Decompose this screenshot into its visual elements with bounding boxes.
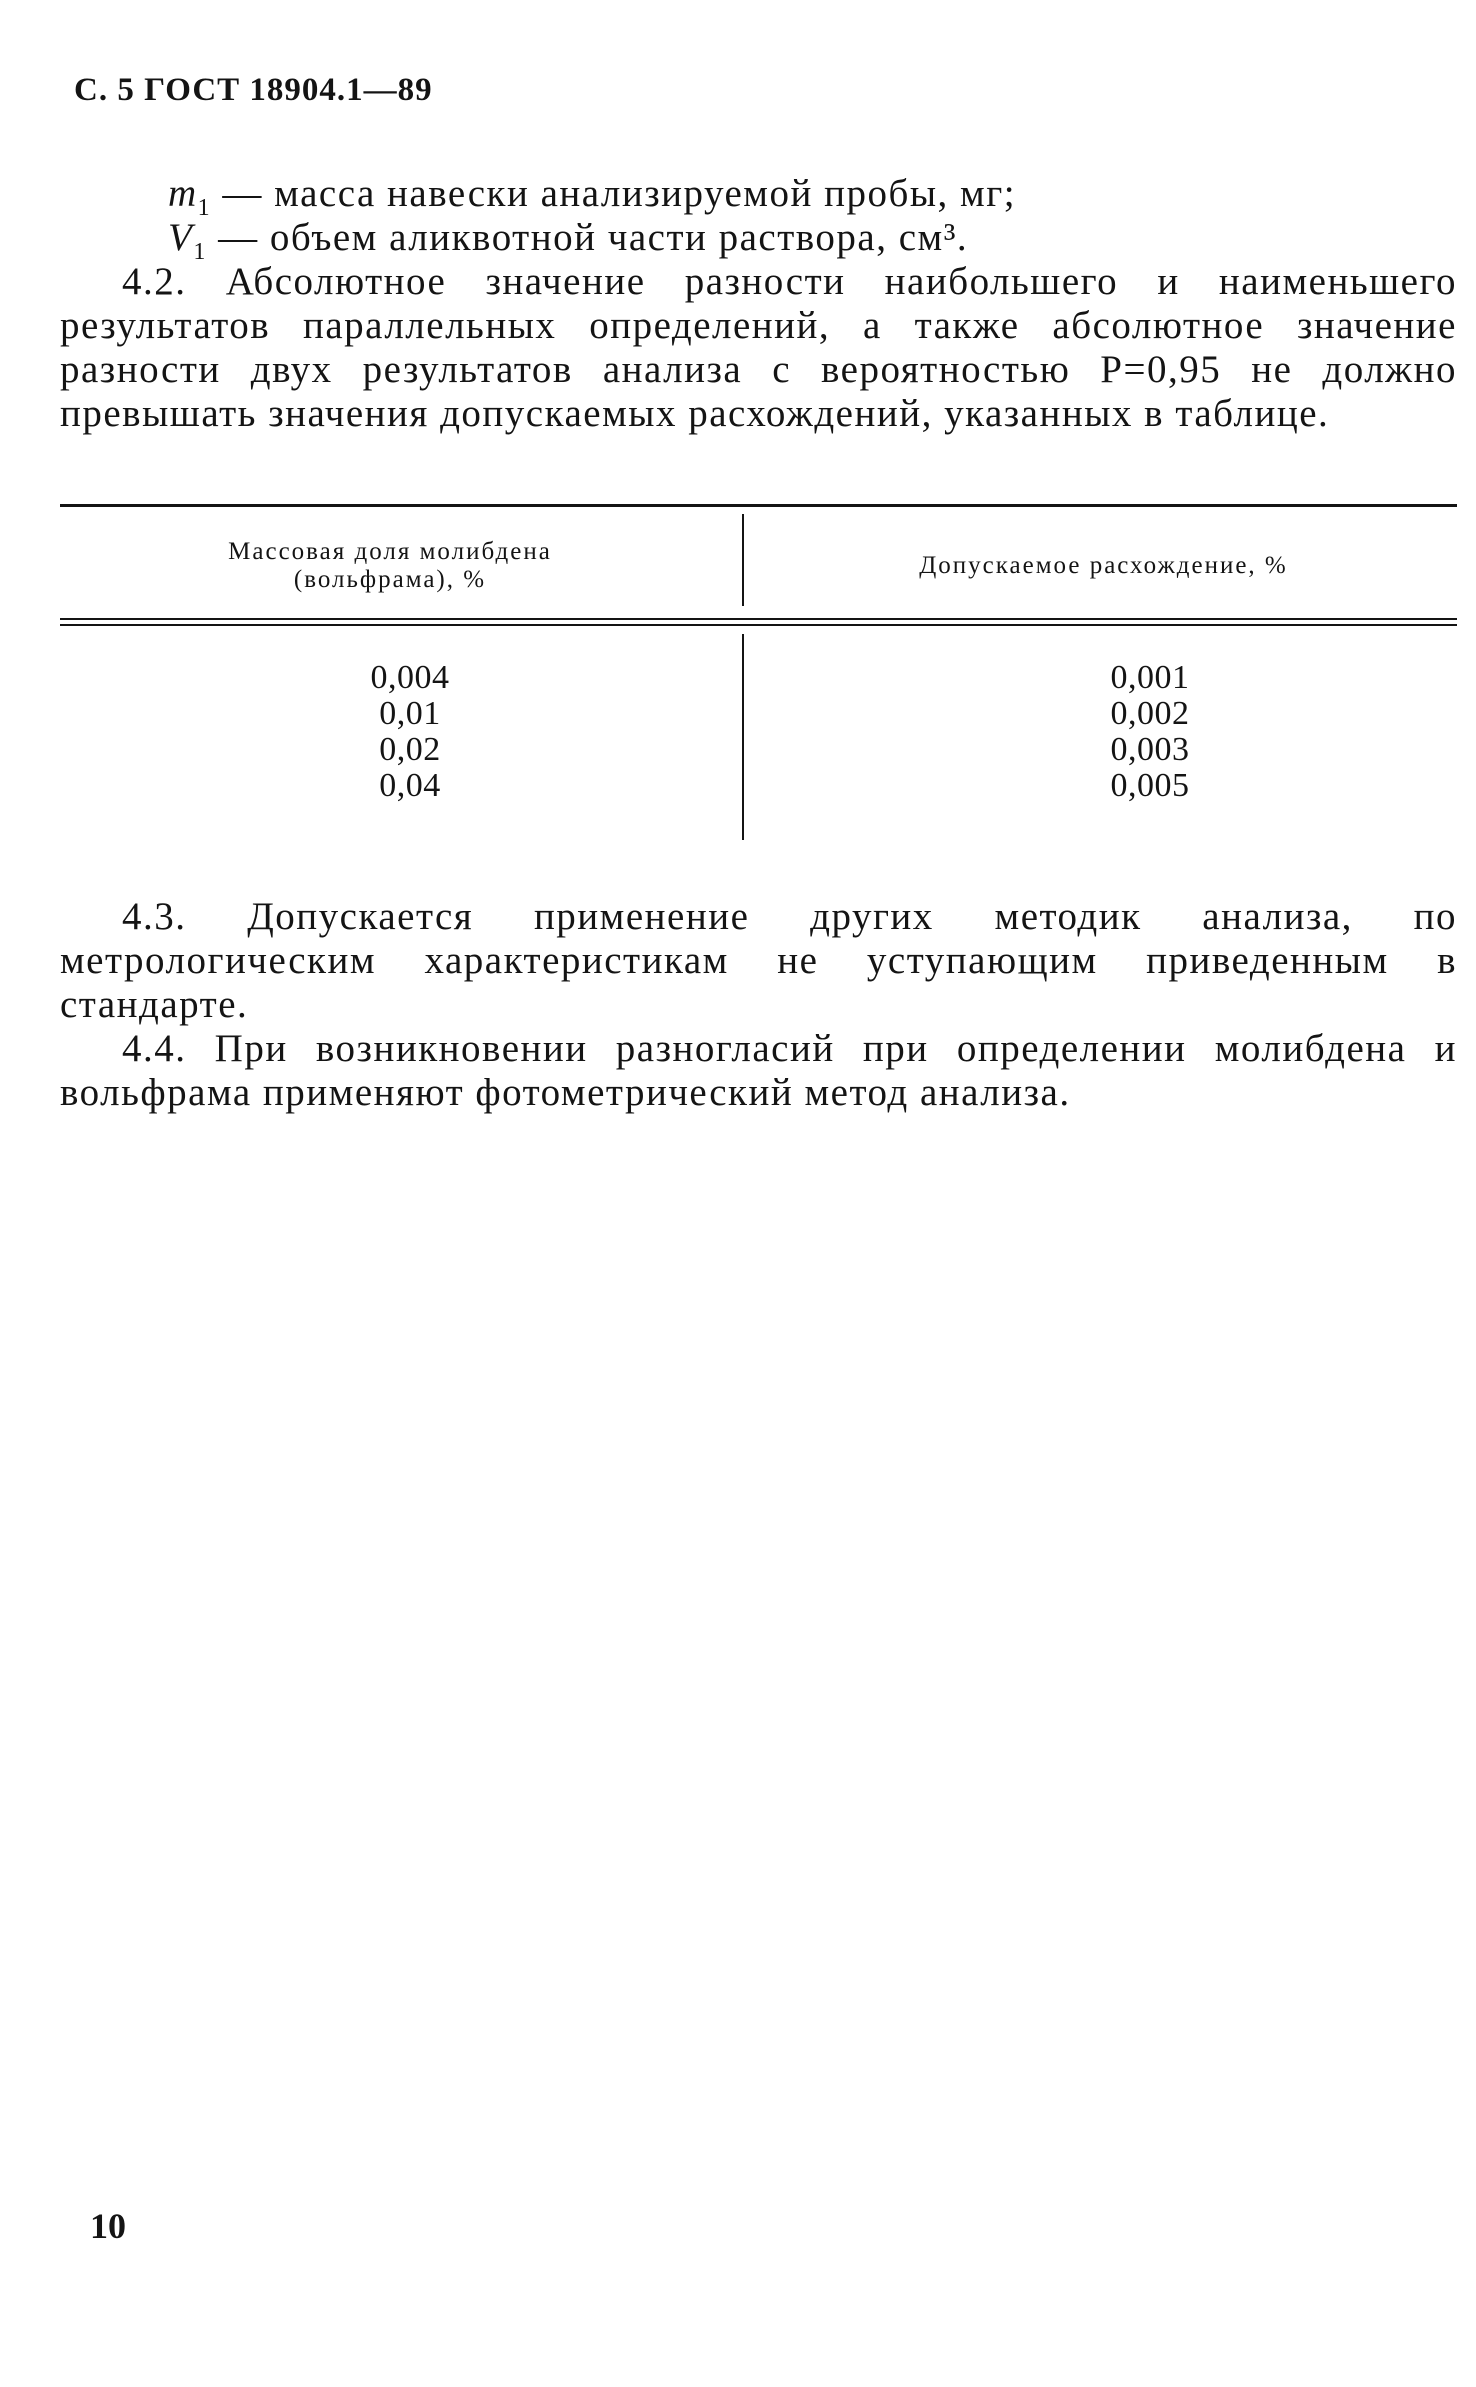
table-cell: 0,003 bbox=[1110, 731, 1190, 768]
variable-symbol: m bbox=[168, 172, 198, 215]
table-header-divider bbox=[742, 514, 744, 606]
table-cell: 0,01 bbox=[379, 695, 441, 732]
variable-subscript: 1 bbox=[197, 194, 212, 221]
column-header-tolerance: Допускаемое расхождение, % bbox=[919, 552, 1288, 579]
table-cell: 0,005 bbox=[1110, 767, 1190, 804]
variable-definition: — объем аликвотной части раствора, см³. bbox=[206, 216, 969, 259]
mass-fraction-column bbox=[310, 660, 510, 804]
column-header-mass-fraction: Массовая доля молибдена (вольфрама), % bbox=[228, 538, 552, 593]
table-header-rule-2 bbox=[60, 624, 1457, 626]
tolerance-column bbox=[1050, 660, 1250, 804]
table-top-rule bbox=[60, 504, 1457, 507]
variable-definition: — масса навески анализируемой пробы, мг; bbox=[211, 172, 1017, 215]
paragraph-4-2: 4.2. Абсолютное значение разности наибольшего и наименьшего результатов параллельных определений, а также абсолютное значение разности двух результатов анализа с вероятностью P=0,95 не должно превышать значения допускаемых расхождений, указанных в таблице. bbox=[60, 260, 1457, 435]
variable-symbol: V bbox=[168, 216, 194, 259]
table-cell: 0,02 bbox=[379, 731, 441, 768]
paragraph-4-4: 4.4. При возникновении разногласий при определении молибдена и вольфрама применяют фотометрический метод анализа. bbox=[60, 1027, 1457, 1114]
table-body-divider bbox=[742, 634, 744, 840]
table-cell: 0,002 bbox=[1110, 695, 1190, 732]
variable-subscript: 1 bbox=[193, 238, 207, 265]
tolerance-table bbox=[60, 500, 1457, 840]
page-header: С. 5 ГОСТ 18904.1—89 bbox=[74, 72, 433, 108]
table-cell: 0,004 bbox=[370, 659, 450, 696]
page-number: 10 bbox=[90, 2206, 126, 2246]
paragraph-4-3: 4.3. Допускается применение других методик анализа, по метрологическим характеристикам не уступающим приведенным в стандарте. bbox=[60, 895, 1457, 1026]
table-cell: 0,04 bbox=[379, 767, 441, 804]
table-header-rule-1 bbox=[60, 618, 1457, 620]
table-cell: 0,001 bbox=[1110, 659, 1190, 696]
